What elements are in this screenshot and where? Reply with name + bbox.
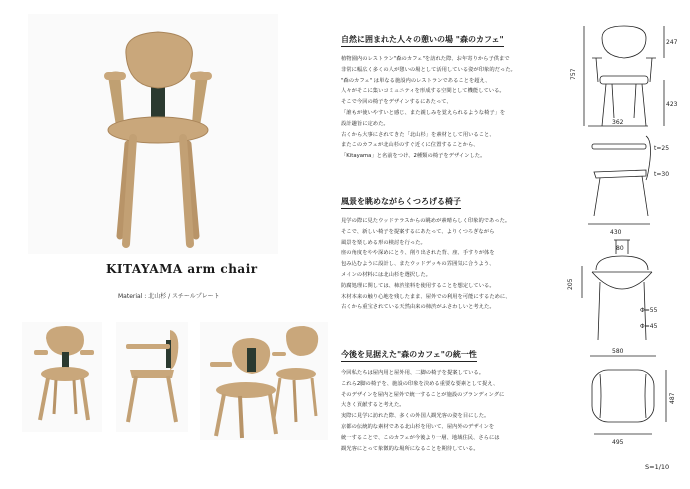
section-body-2 bbox=[341, 216, 511, 313]
chair-front-small-illustration bbox=[22, 322, 102, 432]
technical-drawings bbox=[562, 10, 684, 480]
body-line: 「Kitayama」と名前をつけ、2種類の椅子をデザインした。 bbox=[341, 153, 486, 160]
body-line: 実際に見学に訪れた際、多くの外国人観光客の姿を目にした。 bbox=[341, 413, 490, 420]
front-elevation-drawing bbox=[584, 26, 664, 126]
body-line: 古くから大事にされてきた「北山杉」を素材として用いること、 bbox=[341, 131, 495, 138]
chair-front-illustration bbox=[28, 14, 278, 254]
main-chair-photo bbox=[28, 14, 278, 254]
body-line: 観光客にとって象徴的な場所になることを期待している。 bbox=[341, 445, 479, 452]
body-line: 風景を楽しめる形の検討を行った。 bbox=[341, 239, 426, 246]
dim-label: 580 bbox=[612, 348, 624, 355]
section-body-1 bbox=[341, 54, 516, 162]
dim-label: 487 bbox=[669, 392, 676, 404]
body-line: 設計趣旨に定めた。 bbox=[341, 120, 389, 127]
body-line: 防腐処理に関しては、柿渋塗料を使用することを想定している。 bbox=[341, 282, 495, 289]
side-elevation-drawing bbox=[588, 126, 651, 224]
body-line: 今回私たちは屋内用と屋外用、二脚の椅子を提案している。 bbox=[341, 370, 485, 376]
dim-label: t=25 bbox=[654, 145, 670, 152]
dim-label: 423 bbox=[666, 101, 678, 108]
plan-view-drawing bbox=[590, 356, 666, 434]
body-line: 大きく貢献すると考えた。 bbox=[341, 402, 405, 409]
dim-label: 80 bbox=[616, 245, 624, 252]
body-line: "森のカフェ" は単なる施設内のレストランであることを超え、 bbox=[341, 77, 491, 84]
section-heading-1: 自然に囲まれた人々の憩いの場 "森のカフェ" bbox=[341, 34, 504, 47]
body-line: 京都の伝統的な素材である北山杉を用いて、屋内外のデザインを bbox=[341, 423, 495, 430]
body-line: 「誰もが使いやすいと感じ、また親しみを覚えられるような椅子」を bbox=[341, 109, 506, 116]
body-line: 統一することで、このカフェが今後より一層、地域住民、さらには bbox=[341, 434, 500, 441]
body-line: これら2脚の椅子を、施設の印象を決める重要な要素として捉え、 bbox=[341, 380, 499, 387]
dim-label: Φ=55 bbox=[640, 307, 658, 314]
product-title: KITAYAMA arm chair bbox=[106, 262, 258, 276]
body-line: 包み込むように設計し、またウッドデッキの雰囲気に合うよう、 bbox=[341, 261, 495, 268]
section-heading-2: 風景を眺めながらくつろげる椅子 bbox=[341, 196, 461, 209]
body-line: 古くから重宝されている天然由来の柿渋がふさわしいと考えた。 bbox=[341, 304, 495, 311]
chair-photo-pair bbox=[200, 322, 328, 440]
section-body-3 bbox=[341, 368, 504, 454]
dim-label: t=30 bbox=[654, 171, 670, 178]
drawing-scale: S=1/10 bbox=[645, 463, 670, 471]
body-line: 植物園内のレストラン"森のカフェ"を訪れた際、お年寄りから子供まで bbox=[341, 56, 510, 62]
dim-label: 362 bbox=[612, 119, 624, 126]
chair-pair-illustration bbox=[200, 322, 328, 440]
material-label: Material : 北山杉 / スチールプレート bbox=[118, 293, 220, 300]
body-line: 非常に幅広く多くの人が憩いの場として活用している姿が印象的だった。 bbox=[341, 66, 516, 73]
body-line: そのデザインを屋内と屋外で統一することが施設のブランディングに bbox=[341, 391, 505, 398]
dim-label: 430 bbox=[610, 229, 622, 236]
body-line: 座の角度をやや深めにとり、削り出された背、座、手すりが体を bbox=[341, 250, 495, 257]
body-line: そこで、新しい椅子を提案するにあたって、よりくつろぎながら bbox=[341, 228, 495, 235]
dim-label: 205 bbox=[567, 278, 574, 290]
body-line: そこで今回の椅子をデザインするにあたって、 bbox=[341, 99, 452, 106]
body-line: 人々がそこに集いコミュニティを形成する空間として機能している。 bbox=[341, 88, 505, 95]
section-heading-3: 今後を見据えた"森のカフェ"の統一性 bbox=[341, 349, 477, 362]
chair-photo-side bbox=[116, 322, 188, 432]
dim-label: 757 bbox=[570, 68, 577, 80]
body-line: 木材本来の触り心地を残したまま、屋外での利用を可能にするために、 bbox=[341, 293, 511, 300]
body-line: 見学の際に見たウッドテラスからの眺めが素晴らしく印象的であった。 bbox=[341, 218, 511, 224]
body-line: またこのカフェが北山杉のすぐ近くに位置することから、 bbox=[341, 142, 479, 149]
dim-label: 247 bbox=[666, 39, 678, 46]
body-line: メインの材料には北山杉を選択した。 bbox=[341, 271, 431, 278]
chair-side-small-illustration bbox=[116, 322, 188, 432]
dim-label: 495 bbox=[612, 439, 624, 446]
chair-photo-front bbox=[22, 322, 102, 432]
dim-label: Φ=45 bbox=[640, 323, 658, 330]
